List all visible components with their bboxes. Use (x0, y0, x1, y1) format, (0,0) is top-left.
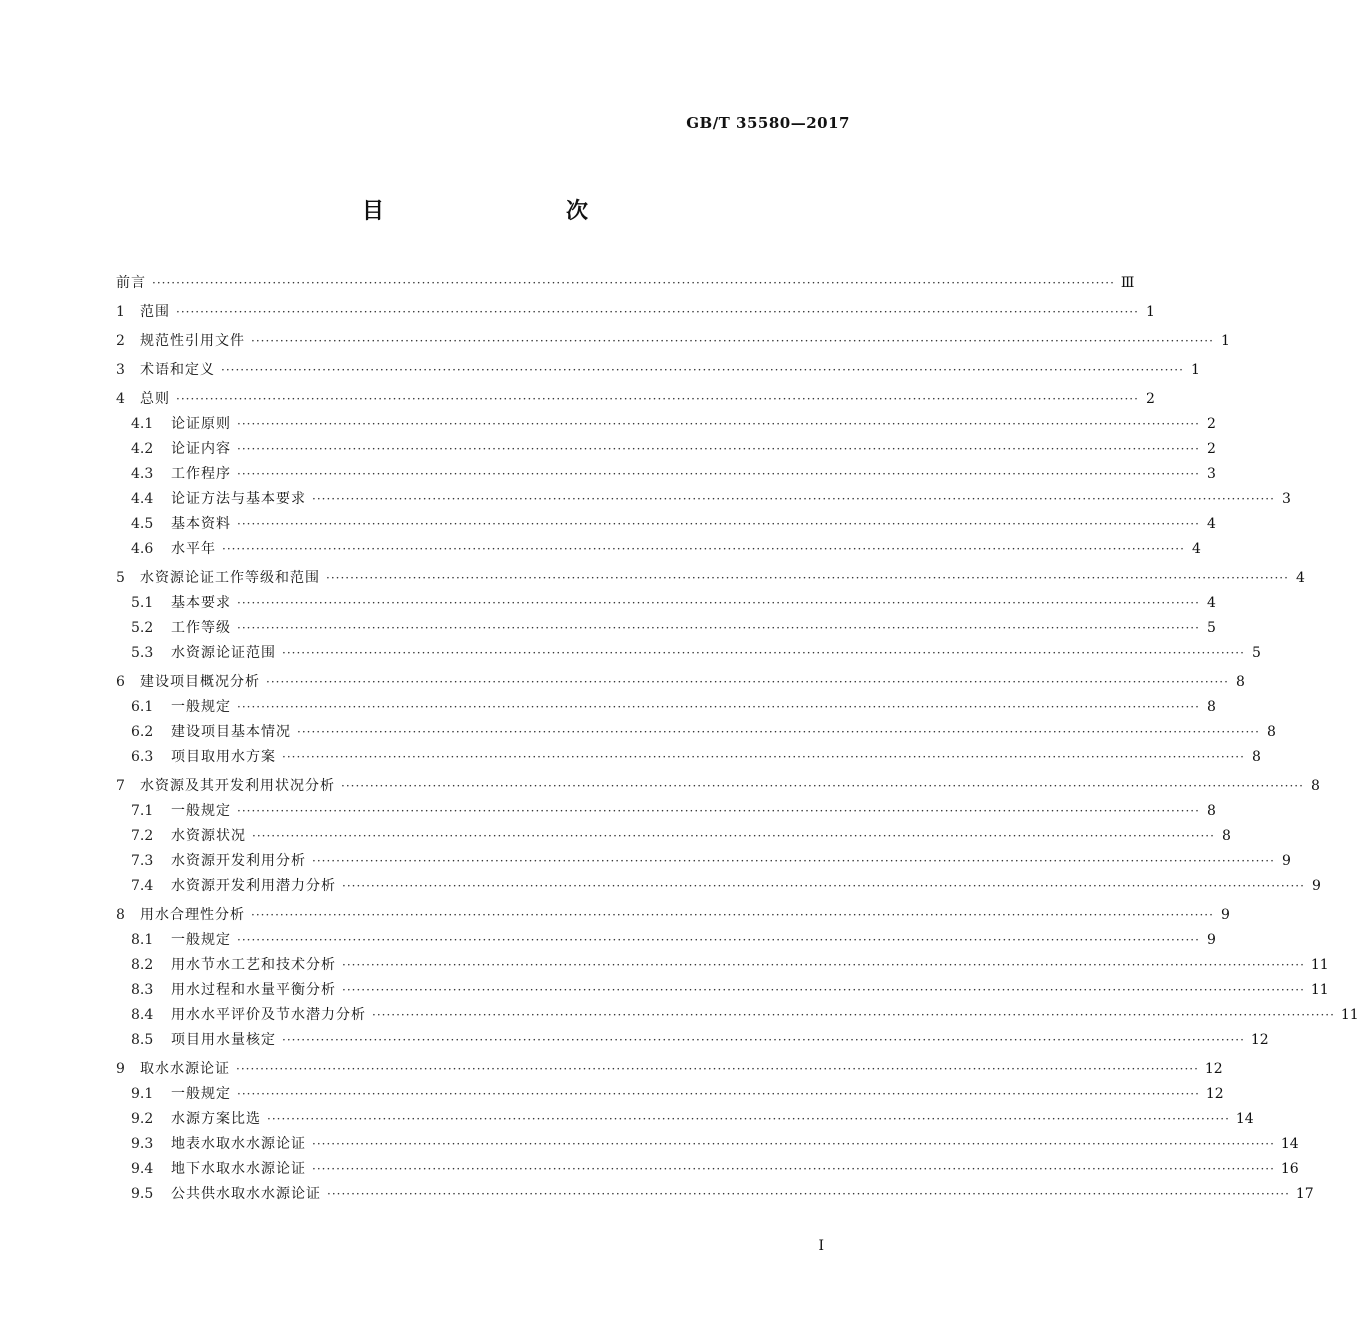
toc-dot-leader: ········································································································································································································ (372, 1008, 1335, 1022)
toc-entry-label: 水资源开发利用分析 (171, 853, 306, 869)
toc-entry-label: 用水水平评价及节水潜力分析 (171, 1007, 366, 1023)
toc-entry-label: 论证原则 (171, 416, 231, 432)
toc-dot-leader: ········································································································································································································ (312, 854, 1275, 868)
toc-entry-number: 5 (116, 570, 125, 586)
toc-entry-page: 17 (1295, 1186, 1314, 1202)
toc-entry-page: 8 (1206, 803, 1216, 819)
table-of-contents (116, 271, 1359, 1207)
toc-entry-page: 2 (1206, 416, 1216, 432)
toc-entry-page: 8 (1221, 828, 1231, 844)
toc-dot-leader: ········································································································································································································ (312, 492, 1275, 506)
toc-dot-leader: ········································································································································································································ (266, 675, 1229, 689)
toc-entry-page: 12 (1205, 1086, 1224, 1102)
toc-entry-label: 地表水取水水源论证 (171, 1136, 306, 1152)
toc-entry-label: 术语和定义 (140, 362, 215, 378)
toc-dot-leader: ········································································································································································································ (326, 571, 1289, 585)
toc-entry[interactable] (116, 720, 1276, 745)
toc-entry-number: 7.3 (131, 853, 154, 869)
toc-entry[interactable] (116, 462, 1216, 487)
toc-dot-leader: ········································································································································································································ (327, 1187, 1290, 1201)
toc-dot-leader: ········································································································································································································ (282, 1033, 1245, 1047)
toc-title: 目 次 (361, 198, 634, 224)
toc-entry[interactable] (116, 537, 1201, 562)
toc-entry-page: 2 (1145, 391, 1155, 407)
toc-entry-page: 3 (1206, 466, 1216, 482)
toc-entry[interactable] (116, 387, 1155, 412)
toc-entry-number: 4.4 (131, 491, 154, 507)
toc-dot-leader: ········································································································································································································ (342, 879, 1305, 893)
toc-dot-leader: ········································································································································································································ (251, 908, 1214, 922)
toc-dot-leader: ········································································································································································································ (312, 1137, 1275, 1151)
toc-dot-leader: ········································································································································································································ (297, 725, 1260, 739)
toc-dot-leader: ········································································································································································································ (342, 983, 1305, 997)
toc-entry-number: 4.1 (131, 416, 154, 432)
toc-entry-label: 水平年 (171, 541, 216, 557)
toc-entry-number: 5.1 (131, 595, 154, 611)
toc-entry-label: 一般规定 (171, 803, 231, 819)
toc-entry-number: 3 (116, 362, 125, 378)
toc-entry-number: 8.4 (131, 1007, 154, 1023)
toc-entry-page: 9 (1281, 853, 1291, 869)
toc-entry[interactable] (116, 745, 1261, 770)
footer-page-number: I (818, 1238, 824, 1254)
toc-entry[interactable] (116, 1003, 1359, 1028)
toc-dot-leader: ········································································································································································································ (176, 305, 1139, 319)
toc-dot-leader: ········································································································································································································ (237, 804, 1200, 818)
toc-dot-leader: ········································································································································································································ (282, 750, 1245, 764)
toc-dot-leader: ········································································································································································································ (222, 542, 1185, 556)
toc-entry[interactable] (116, 874, 1321, 899)
toc-entry-number: 8.2 (131, 957, 154, 973)
toc-entry[interactable] (116, 437, 1216, 462)
toc-entry-number: 5.3 (131, 645, 154, 661)
toc-entry-page: 8 (1266, 724, 1276, 740)
toc-entry-page: Ⅲ (1120, 275, 1135, 291)
toc-entry-label: 地下水取水水源论证 (171, 1161, 306, 1177)
toc-entry[interactable] (116, 695, 1216, 720)
toc-dot-leader: ········································································································································································································ (282, 646, 1245, 660)
toc-entry-page: 8 (1206, 699, 1216, 715)
toc-entry-page: 5 (1251, 645, 1261, 661)
toc-dot-leader: ········································································································································································································ (341, 779, 1304, 793)
toc-entry-page: 11 (1310, 957, 1329, 973)
toc-dot-leader: ········································································································································································································ (237, 621, 1200, 635)
toc-dot-leader: ········································································································································································································ (237, 596, 1200, 610)
toc-entry-number: 9.1 (131, 1086, 154, 1102)
toc-entry-number: 1 (116, 304, 125, 320)
toc-entry-page: 11 (1310, 982, 1329, 998)
toc-entry-page: 9 (1206, 932, 1216, 948)
toc-entry[interactable] (116, 849, 1291, 874)
toc-entry-label: 规范性引用文件 (140, 333, 245, 349)
toc-entry-label: 工作等级 (171, 620, 231, 636)
toc-entry-page: 14 (1280, 1136, 1299, 1152)
toc-entry-page: 1 (1220, 333, 1230, 349)
toc-entry[interactable] (116, 300, 1155, 325)
toc-entry-number: 4 (116, 391, 125, 407)
toc-entry[interactable] (116, 1132, 1299, 1157)
toc-entry-page: 1 (1145, 304, 1155, 320)
toc-entry-page: 12 (1250, 1032, 1269, 1048)
toc-entry-label: 公共供水取水水源论证 (171, 1186, 321, 1202)
toc-entry-page: 4 (1206, 595, 1216, 611)
toc-entry-page: 16 (1280, 1161, 1299, 1177)
toc-entry-page: 3 (1281, 491, 1291, 507)
toc-entry-label: 一般规定 (171, 932, 231, 948)
toc-entry-label: 水资源及其开发利用状况分析 (140, 778, 335, 794)
toc-entry-number: 4.6 (131, 541, 154, 557)
toc-entry-number: 6.2 (131, 724, 154, 740)
toc-entry[interactable] (116, 670, 1245, 695)
toc-dot-leader: ········································································································································································································ (342, 958, 1305, 972)
toc-entry-label: 范围 (140, 304, 170, 320)
toc-dot-leader: ········································································································································································································ (221, 363, 1184, 377)
toc-dot-leader: ········································································································································································································ (251, 334, 1214, 348)
toc-entry-number: 6 (116, 674, 125, 690)
toc-entry[interactable] (116, 271, 1135, 296)
toc-entry-number: 8.3 (131, 982, 154, 998)
toc-dot-leader: ········································································································································································································ (237, 417, 1200, 431)
toc-entry-number: 4.3 (131, 466, 154, 482)
toc-entry-number: 8.5 (131, 1032, 154, 1048)
toc-dot-leader: ········································································································································································································ (312, 1162, 1275, 1176)
toc-entry[interactable] (116, 1157, 1299, 1182)
toc-entry-number: 7.2 (131, 828, 154, 844)
toc-entry-page: 12 (1204, 1061, 1223, 1077)
toc-entry-number: 9.5 (131, 1186, 154, 1202)
toc-entry[interactable] (116, 774, 1320, 799)
toc-entry[interactable] (116, 487, 1291, 512)
toc-entry-page: 5 (1206, 620, 1216, 636)
toc-entry-page: 8 (1251, 749, 1261, 765)
toc-entry-label: 水资源状况 (171, 828, 246, 844)
toc-entry-page: 8 (1310, 778, 1320, 794)
toc-entry-label: 基本资料 (171, 516, 231, 532)
toc-entry[interactable] (116, 824, 1231, 849)
toc-entry[interactable] (116, 1107, 1254, 1132)
toc-entry-label: 用水合理性分析 (140, 907, 245, 923)
toc-entry[interactable] (116, 616, 1216, 641)
toc-entry-number: 9.2 (131, 1111, 154, 1127)
toc-dot-leader: ········································································································································································································ (237, 933, 1200, 947)
toc-entry-page: 8 (1235, 674, 1245, 690)
toc-entry[interactable] (116, 978, 1329, 1003)
toc-dot-leader: ········································································································································································································ (237, 700, 1200, 714)
toc-dot-leader: ········································································································································································································ (252, 829, 1215, 843)
toc-entry-page: 4 (1191, 541, 1201, 557)
toc-entry-number: 7.1 (131, 803, 154, 819)
toc-dot-leader: ········································································································································································································ (267, 1112, 1230, 1126)
toc-entry-label: 水资源论证工作等级和范围 (140, 570, 320, 586)
toc-entry[interactable] (116, 1057, 1223, 1082)
toc-entry-page: 9 (1220, 907, 1230, 923)
toc-entry[interactable] (116, 641, 1261, 666)
toc-entry[interactable] (116, 799, 1216, 824)
toc-entry-label: 论证内容 (171, 441, 231, 457)
toc-entry-label: 项目用水量核定 (171, 1032, 276, 1048)
toc-entry[interactable] (116, 1182, 1314, 1207)
toc-entry-number: 4.2 (131, 441, 154, 457)
toc-entry[interactable] (116, 412, 1216, 437)
toc-entry[interactable] (116, 1082, 1224, 1107)
toc-entry-number: 7 (116, 778, 125, 794)
toc-entry-page: 9 (1311, 878, 1321, 894)
toc-entry[interactable] (116, 903, 1230, 928)
toc-entry-page: 2 (1206, 441, 1216, 457)
toc-entry-label: 水源方案比选 (171, 1111, 261, 1127)
toc-dot-leader: ········································································································································································································ (176, 392, 1139, 406)
toc-dot-leader: ········································································································································································································ (237, 442, 1200, 456)
toc-entry-label: 取水水源论证 (140, 1061, 230, 1077)
toc-entry-page: 1 (1190, 362, 1200, 378)
toc-entry-number: 4.5 (131, 516, 154, 532)
toc-entry-label: 论证方法与基本要求 (171, 491, 306, 507)
toc-entry-label: 前言 (116, 275, 146, 291)
toc-dot-leader: ········································································································································································································ (237, 1087, 1200, 1101)
toc-entry-label: 水资源论证范围 (171, 645, 276, 661)
toc-entry-number: 6.3 (131, 749, 154, 765)
toc-entry-label: 工作程序 (171, 466, 231, 482)
toc-entry-page: 4 (1206, 516, 1216, 532)
toc-dot-leader: ········································································································································································································ (236, 1062, 1199, 1076)
toc-entry-label: 水资源开发利用潜力分析 (171, 878, 336, 894)
toc-entry-number: 9 (116, 1061, 125, 1077)
toc-entry-label: 项目取用水方案 (171, 749, 276, 765)
toc-entry-label: 用水节水工艺和技术分析 (171, 957, 336, 973)
toc-entry[interactable] (116, 512, 1216, 537)
toc-entry-number: 9.4 (131, 1161, 154, 1177)
toc-dot-leader: ········································································································································································································ (237, 517, 1200, 531)
toc-entry[interactable] (116, 566, 1305, 591)
toc-entry-number: 5.2 (131, 620, 154, 636)
toc-entry-label: 建设项目概况分析 (140, 674, 260, 690)
toc-entry-number: 9.3 (131, 1136, 154, 1152)
toc-entry-label: 总则 (140, 391, 170, 407)
toc-entry[interactable] (116, 329, 1230, 354)
toc-entry-label: 一般规定 (171, 1086, 231, 1102)
toc-entry[interactable] (116, 928, 1216, 953)
toc-entry[interactable] (116, 1028, 1269, 1053)
toc-entry[interactable] (116, 358, 1200, 383)
toc-entry-page: 14 (1235, 1111, 1254, 1127)
toc-dot-leader: ········································································································································································································ (152, 276, 1115, 290)
toc-dot-leader: ········································································································································································································ (237, 467, 1200, 481)
toc-entry-label: 基本要求 (171, 595, 231, 611)
toc-entry-label: 用水过程和水量平衡分析 (171, 982, 336, 998)
toc-entry-number: 6.1 (131, 699, 154, 715)
toc-entry-page: 11 (1340, 1007, 1359, 1023)
toc-entry-number: 8.1 (131, 932, 154, 948)
toc-entry[interactable] (116, 591, 1216, 616)
toc-entry-number: 2 (116, 333, 125, 349)
standard-code: GB/T 35580—2017 (686, 114, 850, 132)
toc-entry-number: 7.4 (131, 878, 154, 894)
toc-entry-page: 4 (1295, 570, 1305, 586)
toc-entry[interactable] (116, 953, 1329, 978)
toc-entry-label: 建设项目基本情况 (171, 724, 291, 740)
toc-entry-label: 一般规定 (171, 699, 231, 715)
toc-entry-number: 8 (116, 907, 125, 923)
